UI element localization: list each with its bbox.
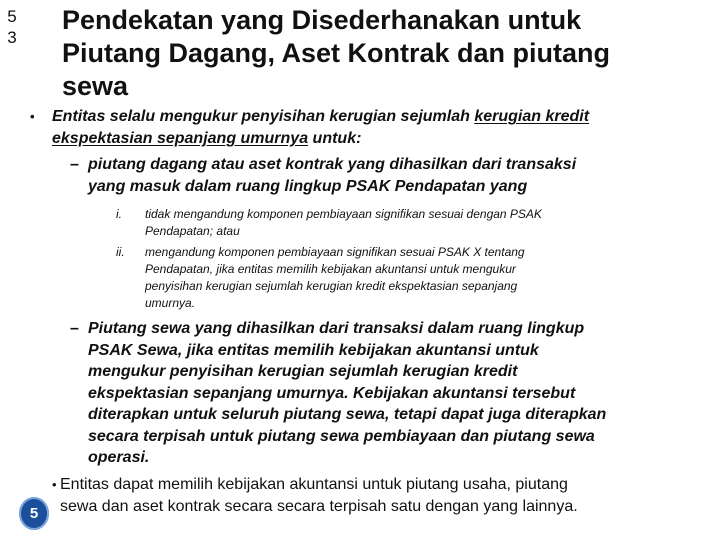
- roman-num: i.: [116, 207, 122, 221]
- bullet-1-suffix: untuk:: [308, 130, 362, 147]
- slide-number-top: 5: [7, 7, 17, 26]
- roman-2-line-2: Pendapatan, jika entitas memilih kebijakan akuntansi untuk mengukur: [145, 262, 516, 276]
- roman-item-1: [116, 206, 656, 240]
- dash-item-2: [70, 318, 680, 469]
- roman-2-line-1: mengandung komponen pembiayaan signifikan sesuai PSAK X tentang: [145, 245, 525, 259]
- bullet-1-line-1: [38, 106, 698, 128]
- bullet-1-underlined-1: kerugian kredit: [474, 108, 590, 125]
- roman-item-2: [116, 244, 656, 312]
- roman-1-line-2: Pendapatan; atau: [145, 224, 240, 238]
- bullet-marker: •: [30, 109, 35, 124]
- dash-2-line-6: secara terpisah untuk piutang sewa pembiayaan dan piutang sewa: [88, 427, 595, 445]
- dash-1-line-2: yang masuk dalam ruang lingkup PSAK Pendapatan yang: [88, 177, 528, 195]
- dash-marker: –: [70, 320, 79, 337]
- bullet-1-line-2: [38, 128, 698, 150]
- dash-2-line-3: mengukur penyisihan kerugian sejumlah kerugian kredit: [88, 363, 518, 380]
- roman-num: ii.: [116, 245, 125, 259]
- bullet-2-line-1: Entitas dapat memilih kebijakan akuntansi untuk piutang usaha, piutang: [60, 476, 568, 493]
- dash-marker: –: [70, 156, 79, 173]
- bullet-1: [30, 106, 698, 150]
- dash-2-line-1: Piutang sewa yang dihasilkan dari transaksi dalam ruang lingkup: [88, 320, 585, 337]
- slide-title: [62, 4, 712, 98]
- bullet-1-prefix: Entitas selalu mengukur penyisihan kerugian sejumlah: [52, 108, 475, 125]
- slide-number: [5, 6, 19, 48]
- roman-1-line-1: tidak mengandung komponen pembiayaan signifikan sesuai dengan PSAK: [145, 207, 542, 221]
- roman-2-line-3: penyisihan kerugian sejumlah kerugian kredit ekspektasian sepanjang: [145, 279, 518, 293]
- title-line-1: Pendekatan yang Disederhanakan untuk: [62, 5, 582, 35]
- dash-item-1: [70, 154, 680, 197]
- dash-2-line-5: diterapkan untuk seluruh piutang sewa, tetapi dapat juga diterapkan: [88, 406, 607, 423]
- title-line-2: Piutang Dagang, Aset Kontrak dan piutang: [62, 38, 611, 68]
- dash-2-line-2: PSAK Sewa, jika entitas memilih kebijakan akuntansi untuk: [88, 341, 539, 359]
- dash-2-line-7: operasi.: [88, 449, 150, 466]
- bullet-marker: •: [52, 477, 57, 492]
- slide-number-bottom: 3: [7, 28, 17, 47]
- dash-1-line-1: piutang dagang atau aset kontrak yang dihasilkan dari transaksi: [88, 156, 577, 173]
- page-number-badge: 5: [19, 497, 49, 530]
- bullet-2: [52, 474, 700, 518]
- bullet-2-line-2: sewa dan aset kontrak secara secara terpisah satu dengan yang lainnya.: [60, 498, 578, 515]
- title-line-3: sewa: [62, 71, 129, 98]
- bullet-1-underlined-2: ekspektasian sepanjang umurnya: [52, 130, 309, 147]
- roman-2-line-4: umurnya.: [145, 296, 196, 310]
- dash-2-line-4: ekspektasian sepanjang umurnya. Kebijakan akuntansi tersebut: [88, 384, 576, 402]
